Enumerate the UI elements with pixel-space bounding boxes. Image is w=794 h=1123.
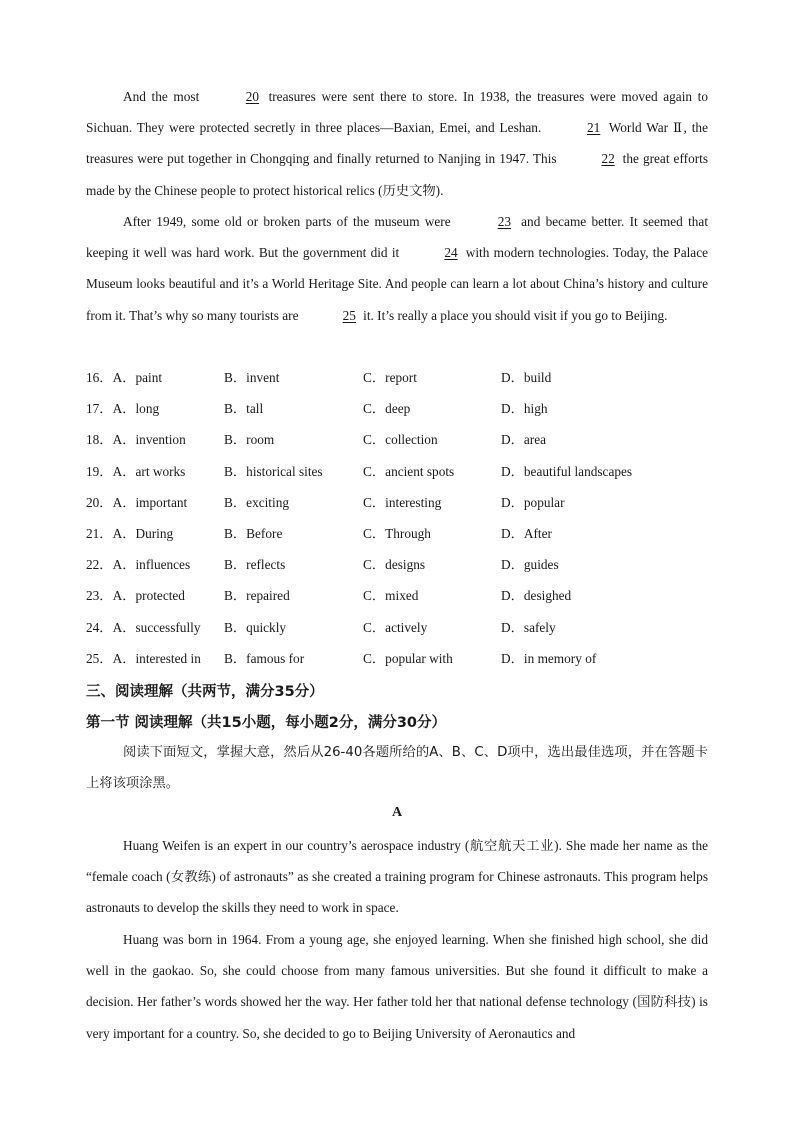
option-row-22 [86, 549, 708, 580]
option-b: B．repaired [224, 588, 290, 604]
option-a-text: A．protected [112, 588, 185, 604]
option-a [86, 643, 201, 674]
option-d: D．desighed [501, 588, 572, 604]
text-run: it. It’s really a place you should visit if you go to Beijing. [363, 307, 668, 323]
option-d: D．in memory of [501, 650, 597, 666]
options-list [86, 362, 708, 674]
blank-21: 21 [586, 120, 601, 136]
option-b: B．Before [224, 525, 283, 541]
section-title: 三、阅读理解（共两节，满分35分） [86, 684, 324, 700]
option-a-text: A．long [112, 401, 160, 417]
option-c: C．actively [363, 619, 428, 635]
option-row-20 [86, 487, 708, 518]
option-d: D．beautiful landscapes [501, 463, 633, 479]
option-a [86, 393, 159, 424]
instructions: 阅读下面短文，掌握大意，然后从26-40各题所给的A、B、C、D项中，选出最佳选项，并在答题卡上将该项涂黑。 [86, 745, 708, 792]
question-number: 17． [86, 401, 113, 417]
option-d: D．area [501, 432, 547, 448]
blank-25: 25 [342, 307, 356, 323]
option-row-19 [86, 456, 708, 487]
option-c: C．report [363, 370, 417, 385]
option-row-21 [86, 518, 708, 549]
option-b: B．reflects [224, 557, 286, 573]
question-number: 25． [86, 650, 113, 666]
option-a [86, 518, 173, 549]
option-d: D．build [501, 370, 552, 385]
option-a [86, 549, 190, 580]
option-c: C．deep [363, 401, 411, 417]
text-run: treasures were sent there to store. In 1938, the treasures were moved again to Sichuan. They were protected secretly in three places—Baxian, Emei, and Leshan. [86, 89, 709, 136]
option-c: C．popular with [363, 650, 453, 666]
passage-paragraph-1 [86, 81, 708, 206]
option-a [86, 456, 185, 487]
question-number: 16． [86, 370, 113, 385]
option-a-text: A．successfully [112, 619, 201, 635]
option-c: C．mixed [363, 588, 419, 604]
option-a [86, 612, 200, 643]
passage-label: A [391, 805, 403, 820]
option-d: D．After [501, 525, 552, 541]
option-c: C．collection [363, 432, 438, 448]
passage-paragraph-2 [86, 206, 708, 331]
option-c: C．designs [363, 557, 426, 573]
question-number: 20． [86, 494, 113, 510]
option-a [86, 424, 186, 455]
option-row-25 [86, 643, 708, 674]
option-d: D．safely [501, 619, 556, 635]
option-a [86, 487, 187, 518]
question-number: 18． [86, 432, 113, 448]
question-number: 21． [86, 525, 113, 541]
option-a-text: A．paint [112, 370, 163, 385]
passage-a-paragraph-2: Huang was born in 1964. From a young age, she enjoyed learning. When she finished high school, she did well in the gaokao. So, she could choose from many famous universities. But she found it difficult to make a decision. Her father’s words showed her the way. Her father told her that national defense technology (国防科技) is very important for a country. So, she decided to go to Beijing University of Aeronautics and [86, 932, 708, 1041]
option-a [86, 362, 162, 393]
option-b: B．tall [224, 401, 264, 417]
option-b: B．quickly [224, 619, 287, 635]
option-b: B．exciting [224, 494, 289, 510]
option-d: D．guides [501, 557, 559, 573]
question-number: 19． [86, 463, 113, 479]
option-row-17 [86, 393, 708, 424]
option-row-18 [86, 424, 708, 455]
question-number: 24． [86, 619, 113, 635]
option-a-text: A．art works [112, 463, 186, 479]
option-b: B．historical sites [224, 463, 323, 479]
blank-23: 23 [497, 214, 512, 229]
text-run: And the most [123, 89, 200, 104]
text-run: After 1949, some old or broken parts of the museum were [123, 214, 451, 229]
option-b: B．invent [224, 370, 280, 385]
text-run: with modern technologies. Today, the Palace Museum looks beautiful and it’s a World Heritage Site. And people can learn a lot about China’s history and culture from it. That’s why so many tourists are [86, 245, 709, 323]
question-number: 22． [86, 557, 113, 573]
text-run: the great efforts made by the Chinese people to protect historical relics (历史文物). [86, 151, 709, 198]
option-c: C．Through [363, 525, 431, 541]
option-a [86, 580, 185, 611]
option-d: D．high [501, 401, 548, 417]
blank-24: 24 [444, 245, 458, 261]
option-a-text: A．influences [112, 557, 191, 573]
text-run: World War Ⅱ, the treasures were put together in Chongqing and finally returned to Nanjing in 1947. This [86, 120, 708, 167]
option-a-text: A．invention [112, 432, 186, 448]
blank-20: 20 [245, 89, 260, 104]
option-c: C．ancient spots [363, 463, 455, 479]
option-a-text: A．important [112, 494, 188, 510]
option-b: B．famous for [224, 650, 305, 666]
text-run: and became better. It seemed that keeping it well was hard work. But the government did it [86, 214, 709, 261]
option-c: C．interesting [363, 494, 442, 510]
blank-22: 22 [601, 151, 615, 167]
option-row-16 [86, 362, 708, 393]
passage-a-paragraph-1: Huang Weifen is an expert in our country’s aerospace industry (航空航天工业). She made her name as the “female coach (女教练) of astronauts” as she created a training program for Chinese astronauts. This program helps astronauts to develop the skills they need to work in space. [86, 838, 708, 916]
option-a-text: A．interested in [112, 650, 201, 666]
option-a-text: A．During [112, 525, 174, 541]
question-number: 23． [86, 588, 113, 604]
option-d: D．popular [501, 494, 565, 510]
option-row-23 [86, 580, 708, 611]
option-b: B．room [224, 432, 275, 448]
subsection-title: 第一节 阅读理解（共15小题，每小题2分，满分30分） [86, 715, 446, 731]
option-row-24 [86, 612, 708, 643]
